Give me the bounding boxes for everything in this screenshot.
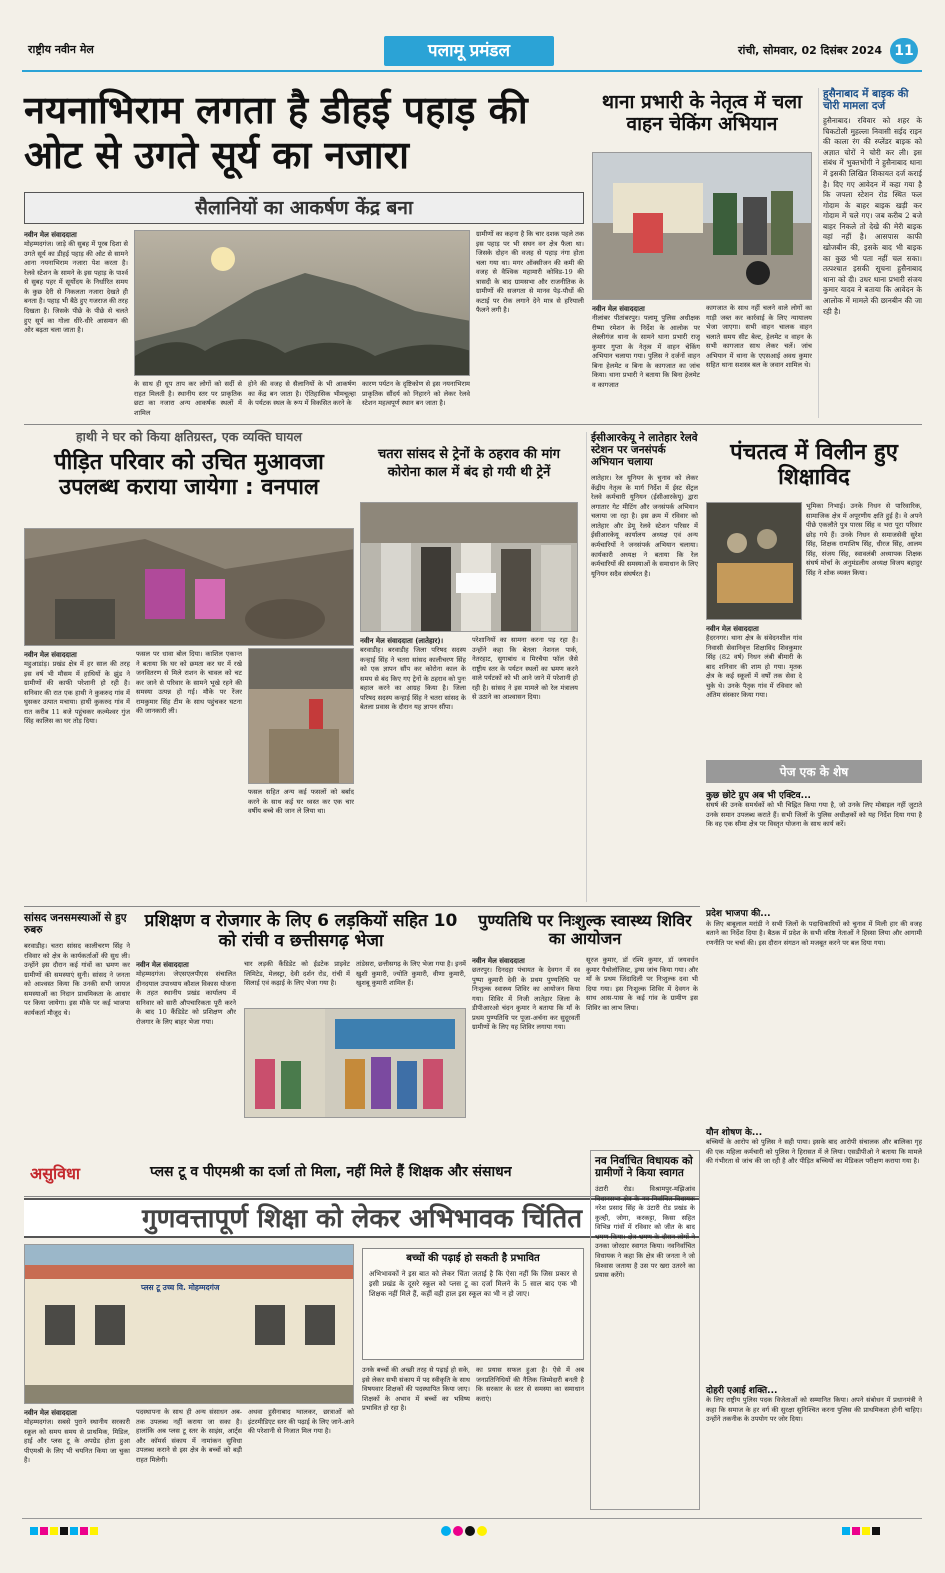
registration-marks bbox=[30, 1525, 910, 1537]
story13-text3: बच्चियों के आरोप को पुलिस ने सही पाया। इसके बाद आरोपी संचालक और बालिका गृह की एक महिला कर्मचारी को पुलिस ने हिरासत में ले लिया। एसडीपीओ ने बताया कि मामले की गंभीरता से जांच की जा रही है और पीड़ित बच्चियों का मेडिकल परीक्षण कराया गया है। bbox=[706, 1138, 922, 1166]
story12-box-text: अभिभावकों ने इस बात को लेकर चिंता जताई है कि ऐसा नहीं कि जिस प्रकार से इसी प्रखंड के दूसरे स्कूल को प्लस टू का दर्जा मिलने के 5 साल बाद एक भी शिक्षक नहीं मिले हैं, कहीं वही हाल इस स्कूल का भी न हो जाए। bbox=[369, 1269, 577, 1298]
school-building-illustration bbox=[25, 1245, 354, 1404]
story1-subhead: सैलानियों का आकर्षण केंद्र बना bbox=[195, 197, 413, 219]
page-header bbox=[22, 34, 922, 68]
story12-col3: अथवा हुसैनाबाद ग्वालकर, छात्राओं को इंटरमीडिएट स्तर की पढ़ाई के लिए जाने-आने की परेशानी से निजात मिल गया है। bbox=[248, 1408, 354, 1436]
sunrise-hill-illustration bbox=[135, 231, 470, 376]
story5-col2: परेशानियों का सामना करना पड़ रहा है। उन्होंने कहा कि बेतला नेशनल पार्क, नेतरहाट, सुगाबांध व मिरचैया फॉल जैसे राष्ट्रीय स्तर के पर्यटन स्थलों का भ्रमण करने वाले पर्यटकों को भी आने जाने में परेशानी हो रही है। सांसद ने इस मामले को रेल मंत्रालय से उठाने का आश्वासन दिया। bbox=[472, 636, 578, 702]
story10-col2: सूरज कुमार, डॉ रश्मि कुमार, डॉ जयवर्धन कुमार पैथोलॉजिस्ट, ड्रग्स जांच किया गया। और माँ के प्रथम जिंदादिली पर निःशुल्क दवा भी दिया गया। इस निःशुल्क शिविर में देवगन के साथ आस-पास के कई गांव के ग्रामीण इस शिविर का लाभ लिया। bbox=[586, 956, 698, 1012]
school-building-photo bbox=[24, 1244, 354, 1404]
story13-heading: पेज एक के शेष bbox=[706, 760, 922, 783]
story12-byline: नवीन मेल संवाददाता bbox=[24, 1409, 77, 1417]
training-group-illustration bbox=[245, 1009, 466, 1118]
story12-box-title: बच्चों की पढ़ाई हो सकती है प्रभावित bbox=[406, 1253, 540, 1264]
story6-kicker: ईसीआरकेयू ने लातेहार रेलवे स्टेशन पर जनसंपर्क अभियान चलाया bbox=[591, 432, 698, 469]
story4-kicker: हाथी ने घर को किया क्षतिग्रस्त, एक व्यक्ति घायल bbox=[75, 429, 303, 444]
story10-col1: नवीन मेल संवाददाता छतरपुर। दिनदहा पंचायत के देवगन में स्व पुष्पा कुमारी देवी के प्रथम पुण्यतिथि पर निःशुल्क स्वास्थ्य शिविर का आयोजन किया गया। शिविर में निजी लातेहार जिला के डीपीआरओ चंदन कुमार ने बताया कि माँ के प्रथम पुण्यतिथि पर पूजा-अर्चना कर सुदूरवर्ती ग्रामीणों के लिए यह शिविर लगाया गया। bbox=[472, 957, 580, 1032]
memorandum-photo bbox=[360, 502, 578, 632]
story1-byline: नवीन मेल संवाददाता bbox=[24, 231, 77, 239]
story12-col4: उनके बच्चों की अच्छी तरह से पढ़ाई हो सके, इसे लेकर सभी संकाय में पद स्वीकृति के साथ विषयवार शिक्षकों की पदस्थापित किया जाए। शिक्षकों के अभाव में बच्चों का भविष्य प्रभावित हो रहा है। bbox=[362, 1366, 470, 1413]
story9-col3: तांडेसरा, छत्तीसगढ़ के लिए भेजा गया है। इनमें खुशी कुमारी, ज्योति कुमारी, वीणा कुमारी, खुशबू कुमारी शामिल हैं। bbox=[356, 960, 466, 988]
story8-box bbox=[24, 912, 130, 1192]
story1-col5: ग्रामीणों का कहना है कि चार दशक पहले तक इस पहाड़ पर भी सघन वन क्षेत्र फैला था। जिसके दोहन की वजह से पहाड़ नंगा होता चला गया था। मगर ऑक्सीजन की कमी की वजह से वैश्विक महामारी कोविड-19 की त्रासदी के बाद ग्रामसभा और राजनीतिक के ग्रामीणों की सजगता से मानव पेड़-पौधों की कटाई पर रोक लगाने देने मात्र से हरियाली फैलने लगी है। bbox=[476, 230, 584, 315]
story5-byline: नवीन मेल संवाददाता (लातेहार)। bbox=[360, 637, 444, 645]
paper-name: राष्ट्रीय नवीन मेल bbox=[28, 43, 94, 56]
sunrise-photo bbox=[134, 230, 470, 376]
divider-2 bbox=[24, 906, 700, 907]
story7-text-a: भूमिका निभाई। उनके निधन से पारिवारिक, सामाजिक क्षेत्र में अपूरणीय क्षति हुई है। वे अपने पीछे एकलौते पुत्र पारस सिंह व भरा पूरा परिवार छोड़ गये हैं। उनके निधन से समाजसेवी सुरेश सिंह, शिक्षक रामाशिष सिंह, धीरज सिंह, आलम सिंह, संजय सिंह, स्वावलंबी अध्यापक शिक्षक संघर्ष मोर्चा के अनुमंडलीय अध्यक्ष विजय बहादुर सिंह ने शोक व्यक्त किया। bbox=[806, 502, 922, 577]
story12-callout-box bbox=[362, 1248, 584, 1360]
story7-text-b: नवीन मेल संवाददाता हैदरनगर। थाना क्षेत्र के संवेदनशील गांव निवासी सेवानिवृत्त शिक्षाविद शिवकुमार सिंह (82 वर्ष) निधन लंबी बीमारी के बाद शनिवार की शाम हो गया। मृतक क्षेत्र के कई स्कूलों में वर्षों तक सेवा दे चुके थे। उनके पैतृक गांव में रविवार को अंतिम संस्कार किया गया। bbox=[706, 625, 802, 700]
story12-col5: का प्रयास सफल हुआ है। ऐसे में अब जनप्रतिनिधियों की नैतिक जिम्मेदारी बनती है कि सरकार के स्तर से समस्या का समाधान कराएं। bbox=[476, 1366, 584, 1403]
memorandum-illustration bbox=[361, 503, 578, 632]
story13-sub2: प्रदेश भाजपा की... bbox=[706, 909, 771, 920]
story9-byline: नवीन मेल संवाददाता bbox=[136, 961, 189, 969]
damaged-house-photo bbox=[24, 528, 354, 646]
story11-text: उंटारी रोड। विश्रामपुर-मझिआंव विधानसभा क्षेत्र के नव निर्वाचित विधायक नरेश प्रसाद सिंह के उंटारी रोड प्रखंड के कुल्ही, जोगा, करकट्टा, किसा सहित विभिन्न गांवों में रविवार को जीत के बाद भ्रमण किया। क्षेत्र भ्रमण के दौरान लोगों ने उनका जोरदार स्वागत किया। नवनिर्वाचित विधायक ने कहा कि क्षेत्र की जनता ने जो विश्वास जताया है उस पर खरा उतरने का प्रयास करेंगे। bbox=[595, 1185, 695, 1280]
story13-box bbox=[706, 760, 922, 1510]
story3-text: हुसैनाबाद। रविवार को शहर के चिकटोली मुहल्ला निवासी सईद राइन की काला रंग की स्प्लेंडर बाइक को अज्ञात चोरों ने चोरी कर ली। इस संबंध में भुक्तभोगी ने हुसैनाबाद थाना में इसकी लिखित शिकायत दर्ज कराई है। दिए गए आवेदन में कहा गया है कि जपला स्टेशन रोड स्थित फल गोदाम के बाहर बाइक खड़ी कर गोदाम में चले गए। जब करीब 2 बजे बाहर निकले तो देखे की मेरी बाइक वहां नहीं है। आसपास काफी खोजबीन की, इसके बाद भी बाइक का कुछ भी पता नहीं चल सका। तत्पश्चात इसकी सूचना हुसैनाबाद थाना को दी। उधर थाना प्रभारी संजय कुमार यादव ने बताया कि आवेदन के आलोक में मामले की छानबीन की जा रही है। bbox=[823, 116, 922, 316]
story4-byline: नवीन मेल संवाददाता bbox=[24, 651, 77, 659]
story13-sub4: दोहरी एआई शक्ति... bbox=[706, 1386, 778, 1397]
date-line: रांची, सोमवार, 02 दिसंबर 2024 bbox=[737, 44, 882, 57]
story8-kicker: सांसद जनसमस्याओं से हुए रुबरु bbox=[24, 912, 127, 937]
story1-headline: नयनाभिराम लगता है डीहई पहाड़ की ओट से उगते सूर्य का नजारा bbox=[24, 88, 528, 177]
vehicle-check-photo bbox=[592, 152, 812, 300]
story5-col1: नवीन मेल संवाददाता (लातेहार)। बरवाडीह। बरवाडीह जिला परिषद सदस्य कन्हाई सिंह ने चतरा सांसद कालीचरण सिंह को एक ज्ञापन सौंप कर कोरोना काल के समय से बंद किए गए ट्रेनों के ठहराव को पुनः बहाल करने का आग्रह किया है। जिला परिषद सदस्य कन्हाई सिंह ने चतरा सांसद के बेतला प्रवास के दौरान यह ज्ञापन सौंपा। bbox=[360, 637, 466, 712]
header-rule bbox=[22, 70, 922, 72]
funeral-photo bbox=[706, 502, 802, 620]
funeral-illustration bbox=[707, 503, 802, 620]
story2-headline: थाना प्रभारी के नेतृत्व में चला वाहन चेकिंग अभियान bbox=[601, 91, 803, 135]
story1-col3: होने की वजह से सैलानियों के भी आकर्षण का केंद्र बन जाता है। ऐतिहासिक भीमचूल्हा के पर्यटक स्थल के रूप में विकसित करने के bbox=[248, 380, 356, 408]
story9-col1: नवीन मेल संवाददाता मोहम्मदगंज। जेएसएलपीएस संचालित दीनदयाल उपाध्याय कौशल विकास योजना के तहत स्थानीय प्रखंड कार्यालय में सनिवार को सारी औपचारिकता पूरी करने के बाद 10 कैंडिडेट को प्रशिक्षण और रोजगार के लिए बाहर भेजा गया। bbox=[136, 961, 236, 1026]
story4-col2: फसल पर धावा बोल दिया। काशिल एकान्त ने बताया कि घर को छमता कर घर में रखे जनवितरण से मिले राशन के चावल को चट कर जाने से परिवार के सामने भूखे रहने की समस्या उत्पन्न हो गई। मौके पर रेंजर रामकुमार सिंह टीम के साथ पहुंचकर घटना की जानकारी ली। bbox=[136, 650, 242, 716]
story9-col2: चार लड़की कैंडिडेट को ईडटेक प्राइवेट लिमिटेड, मेलस्ट्रा, देवी दर्शन रोड, रांची में सिलाई एवं कढ़ाई के लिए भेजा गया है। bbox=[244, 960, 350, 988]
story10-headline: पुण्यतिथि पर निःशुल्क स्वास्थ्य शिविर का आयोजन bbox=[478, 911, 692, 949]
color-registration-bar bbox=[30, 1522, 910, 1534]
vehicle-check-illustration bbox=[593, 153, 812, 300]
story9-headline: प्रशिक्षण व रोजगार के लिए 6 लड़कियों सहित 10 को रांची व छत्तीसगढ़ भेजा bbox=[144, 911, 458, 951]
story12-kicker: प्लस टू व पीएमश्री का दर्जा तो मिला, नहीं मिले हैं शिक्षक और संसाधन bbox=[150, 1164, 512, 1180]
story8-text: बरवाडीह। चतरा सांसद कालीचरण सिंह ने रविवार को क्षेत्र के कार्यकर्ताओं की सुध ली। उन्होंने इस दौरान कई गांवों का भ्रमण कर ग्रामीणों की समस्याएं सुनी। सांसद ने जनता को आश्वस्त किया कि उनकी सभी जायज समस्याओं का निदान प्राथमिकता के आधार पर किया जायेगा। इस मौके पर कई भाजपा कार्यकर्ता मौजूद थे। bbox=[24, 942, 130, 1017]
story1-col1: नवीन मेल संवाददाता मोहम्मदगंज। जाड़े की सुबह में पूरब दिशा से उगते सूर्य का डीहई पहाड़ की ओट से सामने आना नयनाभिराम नजारा पेश करता है। रेलवे स्टेशन के सामने के इस पहाड़ के पार्श्व से सुबह पहर में सूर्योदय के निर्धारित समय के कुछ देरी से निकलता नजारा देखते ही बनता है। पहाड़ भी बैठे हुए गजराज की तरह दिखता है। जिसके पीछे के पीछे से चलते हुए सूर्य का गोला धीरे-धीरे आसमान की ओर बढ़ता चला जाता है। bbox=[24, 231, 128, 335]
story12-headline: गुणवत्तापूर्ण शिक्षा को लेकर अभिभावक चिंतित bbox=[141, 1204, 583, 1234]
story2-text-a: नवीन मेल संवाददाता नीलांबर पीतांबरपुर। पलामू पुलिस अधीक्षक रीष्मा रमेशन के निर्देश के आलोक पर लेस्लीगंज थाना के सामने थाना प्रभारी राजू कुमार गुप्ता के नेतृत्व में वाहन चेकिंग अभियान चलाया गया। पुलिस ने दर्जनों वाहन बिना हेलमेट व बिना के कागजात का जांच किया। थाना प्रभारी ने बताया कि बिना हेलमेट व कागजात bbox=[592, 305, 700, 389]
story11-box bbox=[590, 1150, 700, 1510]
divider-1 bbox=[24, 424, 922, 425]
story13-sub3: यौन शोषण के... bbox=[706, 1127, 763, 1138]
section-banner bbox=[384, 36, 554, 66]
story12-col2: पदस्थापना के साथ ही अन्य संसाधन अब-तक उपलब्ध नहीं कराया जा सका है। हालांकि अब प्लस टू स्तर के साइंस, आर्ट्स और कॉमर्स संकाय में नामांकन सुविधा उपलब्ध कराने से इस क्षेत्र के बच्चों को बड़ी राहत मिलेगी। bbox=[136, 1408, 242, 1464]
villagers-illustration bbox=[249, 649, 354, 784]
section-title: पलामू प्रमंडल bbox=[427, 41, 511, 61]
story1-col2: के साथ ही धूप ताप कर लोगों को सर्दी से राहत मिलती है। स्थानीय स्तर पर प्राकृतिक छटा का नजारा अन्य आकर्षक स्थलों में शामिल bbox=[134, 380, 242, 416]
story1-subhead-box bbox=[24, 192, 584, 224]
story13-text4: के लिए राष्ट्रीय पुलिस पदक विजेताओं को सम्मानित किया। अपने संबोधन में प्रधानमंत्री ने कहा कि समाज के हर वर्ग की सुरक्षा सुनिश्चित करना पुलिस की प्राथमिकता होनी चाहिए। उन्होंने तकनीक के उपयोग पर जोर दिया। bbox=[706, 1396, 922, 1424]
page-number: 11 bbox=[890, 38, 918, 64]
story13-text2: के लिए बाबूलाल मरांडी ने सभी जिलों के पदाधिकारियों को चुनाव में मिली हार की वजह बताने का निर्देश दिया है। बैठक में प्रदेश के सभी वरिष्ठ नेताओं ने हिस्सा लिया और आगामी रणनीति पर चर्चा की। इस दौरान संगठन को मजबूत करने पर बल दिया गया। bbox=[706, 919, 922, 947]
sun-icon bbox=[211, 247, 235, 271]
villagers-photo bbox=[248, 648, 354, 784]
story7-headline: पंचतत्व में विलीन हुए शिक्षाविद bbox=[730, 440, 898, 491]
story2-byline: नवीन मेल संवाददाता bbox=[592, 305, 645, 313]
story4-col1: नवीन मेल संवाददाता महुआडांड़। प्रखंड क्षेत्र में हर साल की तरह इस वर्ष भी मौसम में हाथियों के झुंड ने ग्रामीणों की काफी परेशानी हो रही है। सनिवार की रात एक हाथी ने कुकरुद गांव में घुसकर उत्पात मचाया। हाथी कुकरुद गांव में रात करीब 11 बजे पहुंचकर कल्मेश्वर गुंज सिंह कालिस का घर तोड़ दिया। bbox=[24, 651, 130, 726]
story3-headline: हुसैनाबाद में बाइक की चोरी मामला दर्ज bbox=[823, 88, 909, 113]
story10-byline: नवीन मेल संवाददाता bbox=[472, 957, 525, 965]
story13-sub1: कुछ छोटे ग्रुप अब भी एक्टिव... bbox=[706, 791, 811, 801]
story3-box bbox=[818, 88, 922, 418]
story4-headline: पीड़ित परिवार को उचित मुआवजा उपलब्ध कराया जायेगा : वनपाल bbox=[54, 450, 324, 501]
story2-text-b: कागजात के साथ नहीं चलने वाले लोगों का गाड़ी जब्त कर कार्रवाई के लिए न्यायालय भेजा जाएगा। सभी वाहन चालक वाहन चलाते समय सीट बेल्ट, हेलमेट व वाहन के सभी कागजात साथ लेकर चलें। जांच अभियान में थाना के एएसआई अवध कुमार सहित थाना सशस्त्र बल के जवान शामिल थे। bbox=[706, 304, 812, 370]
story4-col3: फसल सहित अन्य कई फसलों को बर्बाद करने के साथ कई घर ध्वस्त कर एक चार वर्षीय बच्चे की जान ले लिया था। bbox=[248, 788, 354, 816]
story12-tag-label: असुविधा bbox=[30, 1164, 81, 1183]
story13-text1: संघर्ष की उनके समर्थकों को भी चिह्नित किया गया है, जो उनके लिए मोबाइल नहीं जुटाते उनके समान उपलब्ध कराते हैं। सभी जिलों के पुलिस अधीक्षकों को यह निर्देश दिया गया है कि वह एक सीमा क्षेत्र पर विस्तृत योजना के साथ कार्य करें। bbox=[706, 801, 922, 829]
damaged-house-illustration bbox=[25, 529, 354, 646]
story12-col1: नवीन मेल संवाददाता मोहम्मदगंज। सबसे पुराने स्थानीय सरकारी स्कूल को समय समय से प्राथमिक, मिडिल, हाई और प्लस टू के अपग्रेड होता हुआ पीएमश्री के लिए भी चयनित किया जा चुका है। bbox=[24, 1409, 130, 1465]
training-group-photo bbox=[244, 1008, 466, 1118]
story7-byline: नवीन मेल संवाददाता bbox=[706, 625, 759, 633]
story11-kicker: नव निर्वाचित विधायक को ग्रामीणों ने किया स्वागत bbox=[595, 1155, 693, 1180]
story6-text: लातेहार। रेल यूनियन के चुनाव को लेकर केंद्रीय नेतृत्व के मार्ग निर्देश में ईस्ट सेंट्रल रेलवे कर्मचारी यूनियन (ईसीआरकेयू) द्वारा लगातार गेट मीटिंग और जनसंपर्क अभियान चलाया जा रहा है। इस क्रम में रविवार को लातेहार और डेमू रेलवे स्टेशन परिसर में ईसीआरकेयू कार्यालय अध्यक्ष एवं अन्य कर्मचारियों ने जनसंपर्क अभियान चलाया। कार्यकारी अध्यक्ष ने बताया कि रेल कर्मचारियों की समस्याओं के समाधान के लिए यूनियन सदैव संघर्षरत है। bbox=[591, 474, 698, 578]
story6-box bbox=[586, 432, 698, 902]
story5-headline: चतरा सांसद से ट्रेनों के ठहराव की मांग कोरोना काल में बंद हो गयी थी ट्रेनें bbox=[378, 447, 560, 480]
footer-rule bbox=[22, 1518, 922, 1519]
story1-col4: कारण पर्यटन के दृष्टिकोण से इस नयनाभिराम प्राकृतिक सौंदर्य को निहारने को लेकर रेलवे स्टेशन महत्वपूर्ण स्थान बन जाता है। bbox=[362, 380, 470, 408]
story12-tag bbox=[30, 1160, 142, 1188]
school-building-sign: प्लस टू उच्च वि. मोहम्मदगंज bbox=[141, 1283, 220, 1292]
